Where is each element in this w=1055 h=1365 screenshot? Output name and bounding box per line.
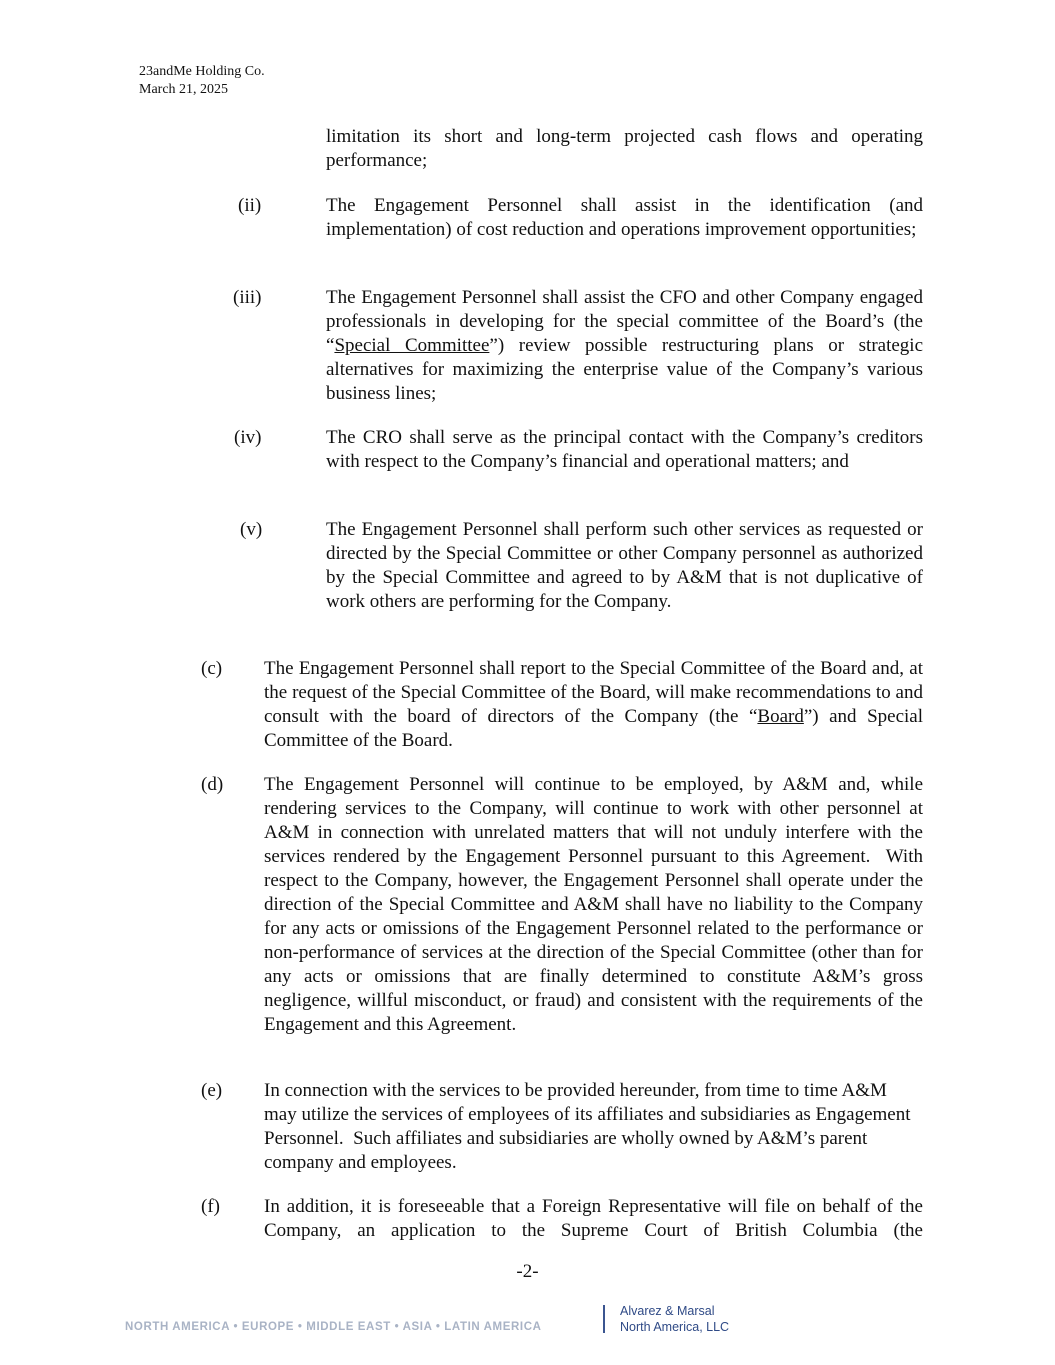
- document-header: [139, 63, 265, 99]
- item-f-number: (f): [201, 1196, 220, 1217]
- item-iii-text-b: ”) review possible restructuring plans or strategic alternatives for maximizing the enterprise value of the Company’s various business lines;: [326, 335, 924, 404]
- item-iv-number: (iv): [234, 427, 262, 448]
- footer-divider: [603, 1305, 605, 1333]
- defined-term-special-committee: Special Committee: [334, 335, 490, 356]
- item-d-text: The Engagement Personnel will continue to be employed, by A&M and, while rendering services to the Company, will continue to work with other personnel at A&M in connection with unrelated matters that will not unduly interfere with the services rendered by the Engagement Personnel pursuant to this Agreement. With respect to the Company, however, the Engagement Personnel shall operate under the direction of the Special Committee and A&M shall have no liability to the Company for any acts or omissions of the Engagement Personnel related to the performance or non-performance of services at the direction of the Special Committee (other than for any acts or omissions that are finally determined to constitute A&M’s gross negligence, willful misconduct, or fraud) and consistent with the requirements of the Engagement and this Agreement.: [264, 774, 928, 1035]
- item-c-text: [264, 657, 923, 753]
- item-c-number: (c): [201, 658, 223, 679]
- item-iii-text: [326, 286, 923, 406]
- header-date: March 21, 2025: [139, 82, 229, 97]
- firm-name-line1: Alvarez & Marsal: [620, 1304, 715, 1318]
- item-ii-number: (ii): [238, 195, 262, 216]
- defined-term-board: Board: [757, 706, 804, 727]
- item-iii-text-a: The Engagement Personnel shall assist the CFO and other Company engaged professionals in developing for the special committee of the Board’s (the “: [326, 287, 923, 356]
- item-iv-text: The CRO shall serve as the principal contact with the Company’s creditors with respect to the Company’s financial and operational matters; and: [326, 427, 923, 472]
- page-number: -2-: [516, 1261, 539, 1282]
- continued-paragraph: limitation its short and long-term projected cash flows and operating performance;: [326, 126, 923, 171]
- item-ii-text: The Engagement Personnel shall assist in the identification (and implementation) of cost reduction and operations improvement opportunities;: [326, 195, 923, 240]
- firm-name-line2: North America, LLC: [620, 1320, 730, 1334]
- item-v-text: The Engagement Personnel shall perform such other services as requested or directed by the Special Committee or other Company personnel as authorized by the Special Committee and agreed to by A&M that is not duplicative of work others are performing for the Company.: [326, 519, 923, 612]
- item-e-text: In connection with the services to be provided hereunder, from time to time A&M may utilize the services of employees of its affiliates and subsidiaries as Engagement Personnel. Such affiliates and subsidiaries are wholly owned by A&M’s parent company and employees.: [264, 1080, 916, 1173]
- footer-firm-name: [620, 1303, 729, 1335]
- item-c-text-a: The Engagement Personnel shall report to the Special Committee of the Board and, at the request of the Special Committee of the Board, will make recommendations to and consult with the board of directors of the Company (the “: [264, 658, 923, 727]
- item-v-number: (v): [240, 519, 263, 540]
- item-c-text-b: ”) and Special Committee of the Board.: [264, 706, 923, 751]
- company-name: 23andMe Holding Co.: [139, 64, 265, 79]
- item-e-number: (e): [201, 1080, 223, 1101]
- item-d-number: (d): [201, 774, 224, 795]
- item-iii-number: (iii): [233, 287, 262, 308]
- item-f-text: In addition, it is foreseeable that a Foreign Representative will file on behalf of the Company, an application to the Supreme Court of British Columbia (the: [264, 1196, 923, 1241]
- footer-regions: NORTH AMERICA • EUROPE • MIDDLE EAST • ASIA • LATIN AMERICA: [125, 1321, 542, 1333]
